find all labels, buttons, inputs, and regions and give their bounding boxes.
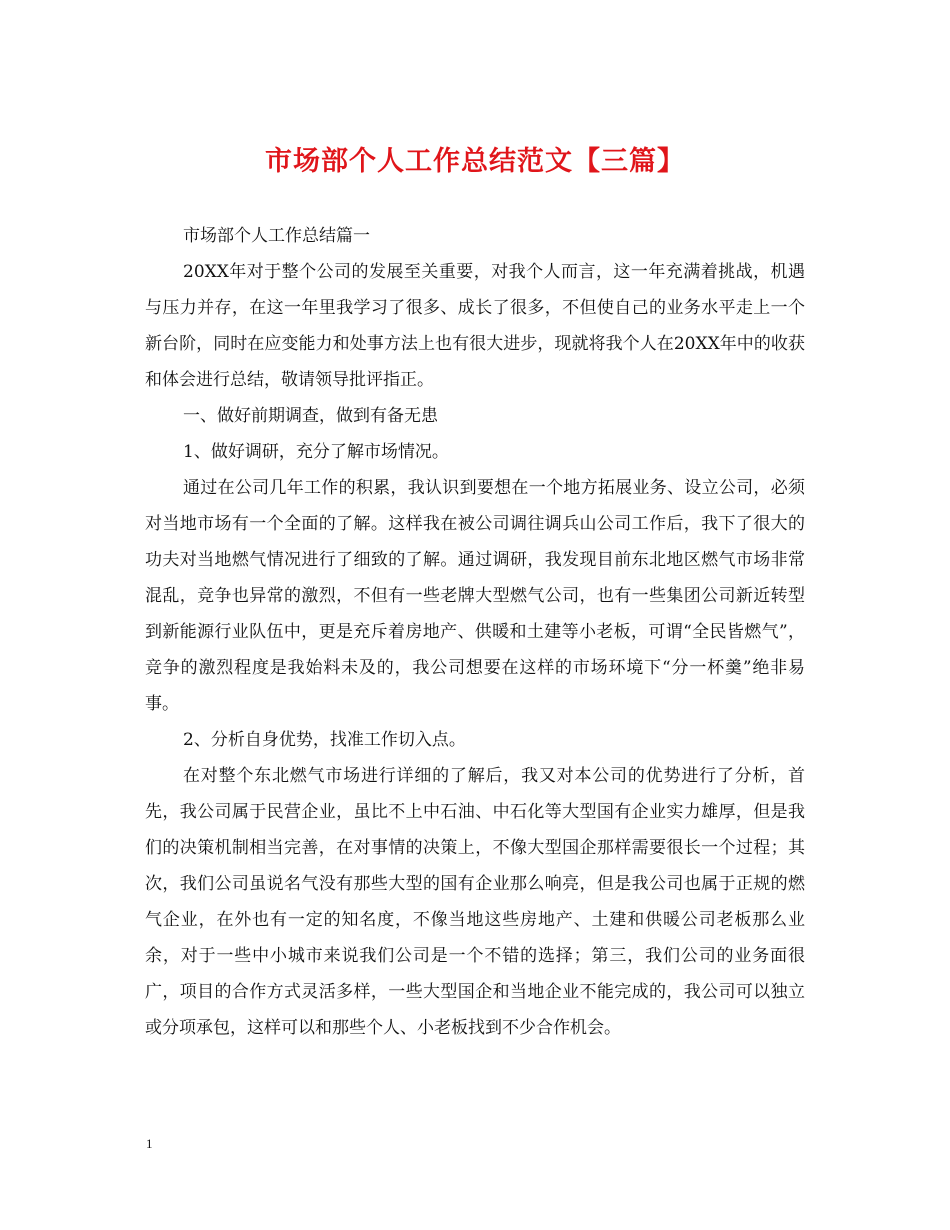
- document-body: [145, 218, 805, 1046]
- body-paragraph-intro: 20XX年对于整个公司的发展至关重要，对我个人而言，这一年充满着挑战，机遇与压力并存，在这一年里我学习了很多、成长了很多，不但使自己的业务水平走上一个新台阶，同时在应变能力和处事方法上也有很大进步，现就将我个人在20XX年中的收获和体会进行总结，敬请领导批评指正。: [145, 262, 805, 390]
- section-heading-investigation: 一、做好前期调查，做到有备无患: [183, 406, 438, 426]
- page-number: 1: [146, 1136, 153, 1151]
- section-heading-part-one: 市场部个人工作总结篇一: [183, 226, 370, 246]
- subheading-strengths: 2、分析自身优势，找准工作切入点。: [183, 730, 466, 750]
- subheading-research: 1、做好调研，充分了解市场情况。: [183, 442, 449, 462]
- document-title: 市场部个人工作总结范文【三篇】: [265, 146, 685, 177]
- body-paragraph-market-research: 通过在公司几年工作的积累，我认识到要想在一个地方拓展业务、设立公司，必须对当地市场有一个全面的了解。这样我在被公司调往调兵山公司工作后，我下了很大的功夫对当地燃气情况进行了细致的了解。通过调研，我发现目前东北地区燃气市场非常混乱，竞争也异常的激烈，不但有一些老牌大型燃气公司，也有一些集团公司新近转型到新能源行业队伍中，更是充斥着房地产、供暖和土建等小老板，可谓“全民皆燃气”，竞争的激烈程度是我始料未及的，我公司想要在这样的市场环境下“分一杯羹”绝非易事。: [145, 478, 805, 714]
- body-paragraph-strengths: 在对整个东北燃气市场进行详细的了解后，我又对本公司的优势进行了分析，首先，我公司属于民营企业，虽比不上中石油、中石化等大型国有企业实力雄厚，但是我们的决策机制相当完善，在对事情的决策上，不像大型国企那样需要很长一个过程；其次，我们公司虽说名气没有那些大型的国有企业那么响亮，但是我公司也属于正规的燃气企业，在外也有一定的知名度，不像当地这些房地产、土建和供暖公司老板那么业余，对于一些中小城市来说我们公司是一个不错的选择；第三，我们公司的业务面很广，项目的合作方式灵活多样，一些大型国企和当地企业不能完成的，我公司可以独立或分项承包，这样可以和那些个人、小老板找到不少合作机会。: [145, 766, 805, 1038]
